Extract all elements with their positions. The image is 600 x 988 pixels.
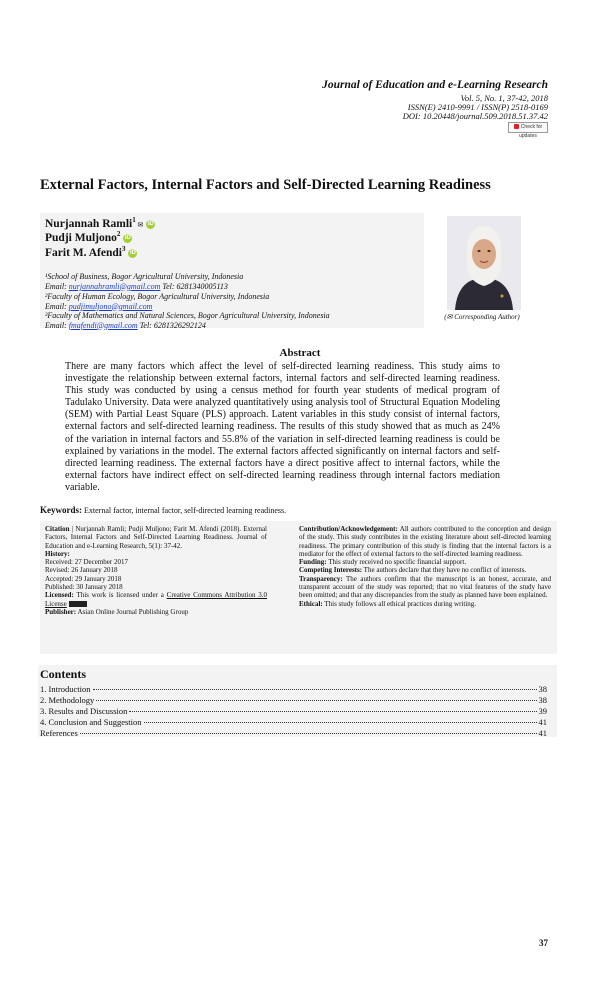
journal-doi[interactable]: DOI: 10.20448/journal.509.2018.51.37.42 [402, 111, 548, 121]
toc-entry[interactable] [40, 717, 547, 727]
license-link[interactable]: Creative Commons Attribution 3.0 License [45, 591, 268, 608]
toc-leader [144, 722, 537, 723]
author-3 [45, 245, 137, 259]
citation-text: | Nurjannah Ramli; Pudji Muljono; Farit M. Afendi (2018). External Factors, Internal Factors and Self-Directed Learning Readiness. Journal of Education and e-Learning Research, 5(1): 37-42. [45, 525, 267, 550]
competing-text: The authors declare that they have no conflict of interests. [362, 566, 527, 575]
toc-page: 41 [538, 717, 547, 727]
funding-label: Funding: [299, 558, 327, 567]
email-link[interactable]: pudjimuljono@gmail.com [68, 301, 153, 311]
contribution-label: Contribution/Acknowledgement: [299, 525, 398, 533]
toc-label: 2. Methodology [40, 695, 95, 705]
affiliation-text: ²Faculty of Human Ecology, Bogor Agricultural University, Indonesia [45, 292, 270, 301]
ethical [299, 600, 551, 608]
email-link[interactable]: nurjannahramli@gmail.com [68, 281, 161, 291]
keywords-label: Keywords: [40, 505, 82, 515]
toc-leader [93, 689, 537, 690]
journal-volume: Vol. 5, No. 1, 37-42, 2018 [460, 93, 548, 103]
cc-by-icon[interactable] [69, 601, 87, 607]
author-name: Pudji Muljono [45, 231, 117, 244]
publisher-label: Publisher: [45, 607, 77, 616]
history-label: History: [45, 549, 70, 558]
toc-page: 39 [538, 706, 547, 716]
toc-entry[interactable] [40, 728, 547, 738]
author-2 [45, 230, 132, 244]
abstract-body: There are many factors which affect the level of self-directed learning readiness. This study aims to investigate the relationship between external factors, internal factors and self-directed learning readiness. This study was conducted by using a census method for fourth year students of medical program of Tadulako University. Data were analyzed quantitatively using analysis tool of Structural Equation Modeling (SEM) with Partial Least Square (PLS) approach. Latent variables in this study consist of internal factors, external factors and self-directed learning readiness. The results of this study showed that as much as 24% of the variation in internal factors and 55.8% of the variation in self-directed learning readiness is could be explained by variations in the model. The external factors affected significantly on internal factors and self-directed learning readiness. The external factors have a direct positive affect to internal factors, while the external factors have indirect effect on self-directed learning readiness through internal factors mediation variable. [65, 361, 500, 493]
revised-date: Revised: 26 January 2018 [45, 566, 118, 575]
author-sup: 1 [132, 216, 136, 224]
toc-entry[interactable] [40, 684, 547, 694]
publisher [45, 608, 267, 616]
orcid-icon[interactable]: iD [147, 220, 154, 227]
contribution-text: All authors contributed to the conception and design of the study. This study contributes in the existing literature about self-directed learning readiness. The primary contribution of this study is finding that the internal factors is a mediator for the effect of external factors to the self-directed learning readiness. [299, 525, 551, 558]
toc-label: References [40, 728, 78, 738]
toc-page: 41 [538, 728, 547, 738]
toc-leader [96, 700, 536, 701]
email-link[interactable]: fmafendi@gmail.com [68, 320, 138, 330]
author-1 [45, 216, 155, 230]
author-name: Nurjannah Ramli [45, 217, 133, 230]
author-sup: 2 [116, 230, 121, 238]
citation-label: Citation [45, 525, 70, 533]
affiliation-text: ³Faculty of Mathematics and Natural Sciences, Bogor Agricultural University, Indonesia [45, 311, 330, 320]
author-photo [447, 216, 521, 310]
toc-label: 3. Results and Discussion [40, 706, 128, 716]
toc-label: 1. Introduction [40, 684, 91, 694]
transparency-label: Transparency: [299, 574, 343, 583]
funding-text: This study received no specific financial support. [326, 558, 467, 567]
journal-title: Journal of Education and e-Learning Research [322, 79, 548, 91]
keywords [40, 505, 286, 515]
paper-title: External Factors, Internal Factors and Self-Directed Learning Readiness [40, 177, 491, 193]
contribution [299, 525, 551, 558]
license [45, 591, 267, 608]
corresponding-mark: ✉ [135, 220, 144, 229]
abstract-heading: Abstract [279, 347, 321, 359]
accepted-date: Accepted: 29 January 2018 [45, 574, 122, 583]
contents-title: Contents [40, 667, 87, 681]
published-date: Published: 30 January 2018 [45, 583, 123, 592]
toc-entry[interactable] [40, 706, 547, 716]
journal-issn: ISSN(E) 2410-9991 / ISSN(P) 2518-0169 [407, 102, 548, 112]
citation-right-column [299, 525, 551, 608]
orcid-icon[interactable]: iD [124, 234, 131, 241]
tel-text: Tel: 6281326292124 [137, 320, 206, 330]
affiliation-2 [45, 292, 269, 311]
toc-page: 38 [538, 684, 547, 694]
toc-label: 4. Conclusion and Suggestion [40, 717, 142, 727]
email-label: Email: [45, 320, 69, 330]
ethical-label: Ethical: [299, 599, 323, 608]
affiliation-1 [45, 272, 243, 291]
keywords-text: External factor, internal factor, self-directed learning readiness. [82, 506, 287, 515]
affiliation-3 [45, 311, 330, 330]
crossmark-label: Check for updates [519, 124, 543, 139]
toc-leader [129, 711, 536, 712]
competing-label: Competing Interests: [299, 566, 363, 575]
email-label: Email: [45, 301, 69, 311]
author-name: Farit M. Afendi [45, 246, 122, 259]
orcid-icon[interactable]: iD [129, 249, 136, 256]
received-date: Received: 27 December 2017 [45, 558, 128, 567]
funding [299, 558, 551, 566]
citation [45, 525, 267, 550]
crossmark-badge[interactable] [508, 122, 548, 139]
ethical-text: This study follows all ethical practices during writing. [322, 599, 476, 608]
email-label: Email: [45, 281, 69, 291]
photo-caption: (✉ Corresponding Author) [444, 313, 520, 321]
transparency-text: The authors confirm that the manuscript is an honest, accurate, and transparent account of the study was reported; that no vital features of the study have been omitted; and that any discrepancies from the study as planned have been explained. [299, 574, 551, 600]
page-number: 37 [539, 938, 548, 948]
citation-left-column [45, 525, 267, 616]
toc-leader [80, 733, 537, 734]
licensed-text: This work is licensed under a [73, 591, 167, 600]
crossmark-icon [514, 124, 519, 129]
licensed-label: Licensed: [45, 591, 74, 600]
tel-text: Tel: 6281340005113 [160, 281, 228, 291]
competing-interests [299, 566, 551, 574]
toc-entry[interactable] [40, 695, 547, 705]
transparency [299, 575, 551, 600]
author-photo-illustration [447, 216, 521, 310]
publisher-text: Asian Online Journal Publishing Group [76, 607, 189, 616]
affiliation-text: ¹School of Business, Bogor Agricultural University, Indonesia [45, 272, 244, 281]
toc-page: 38 [538, 695, 547, 705]
author-sup: 3 [121, 245, 126, 253]
